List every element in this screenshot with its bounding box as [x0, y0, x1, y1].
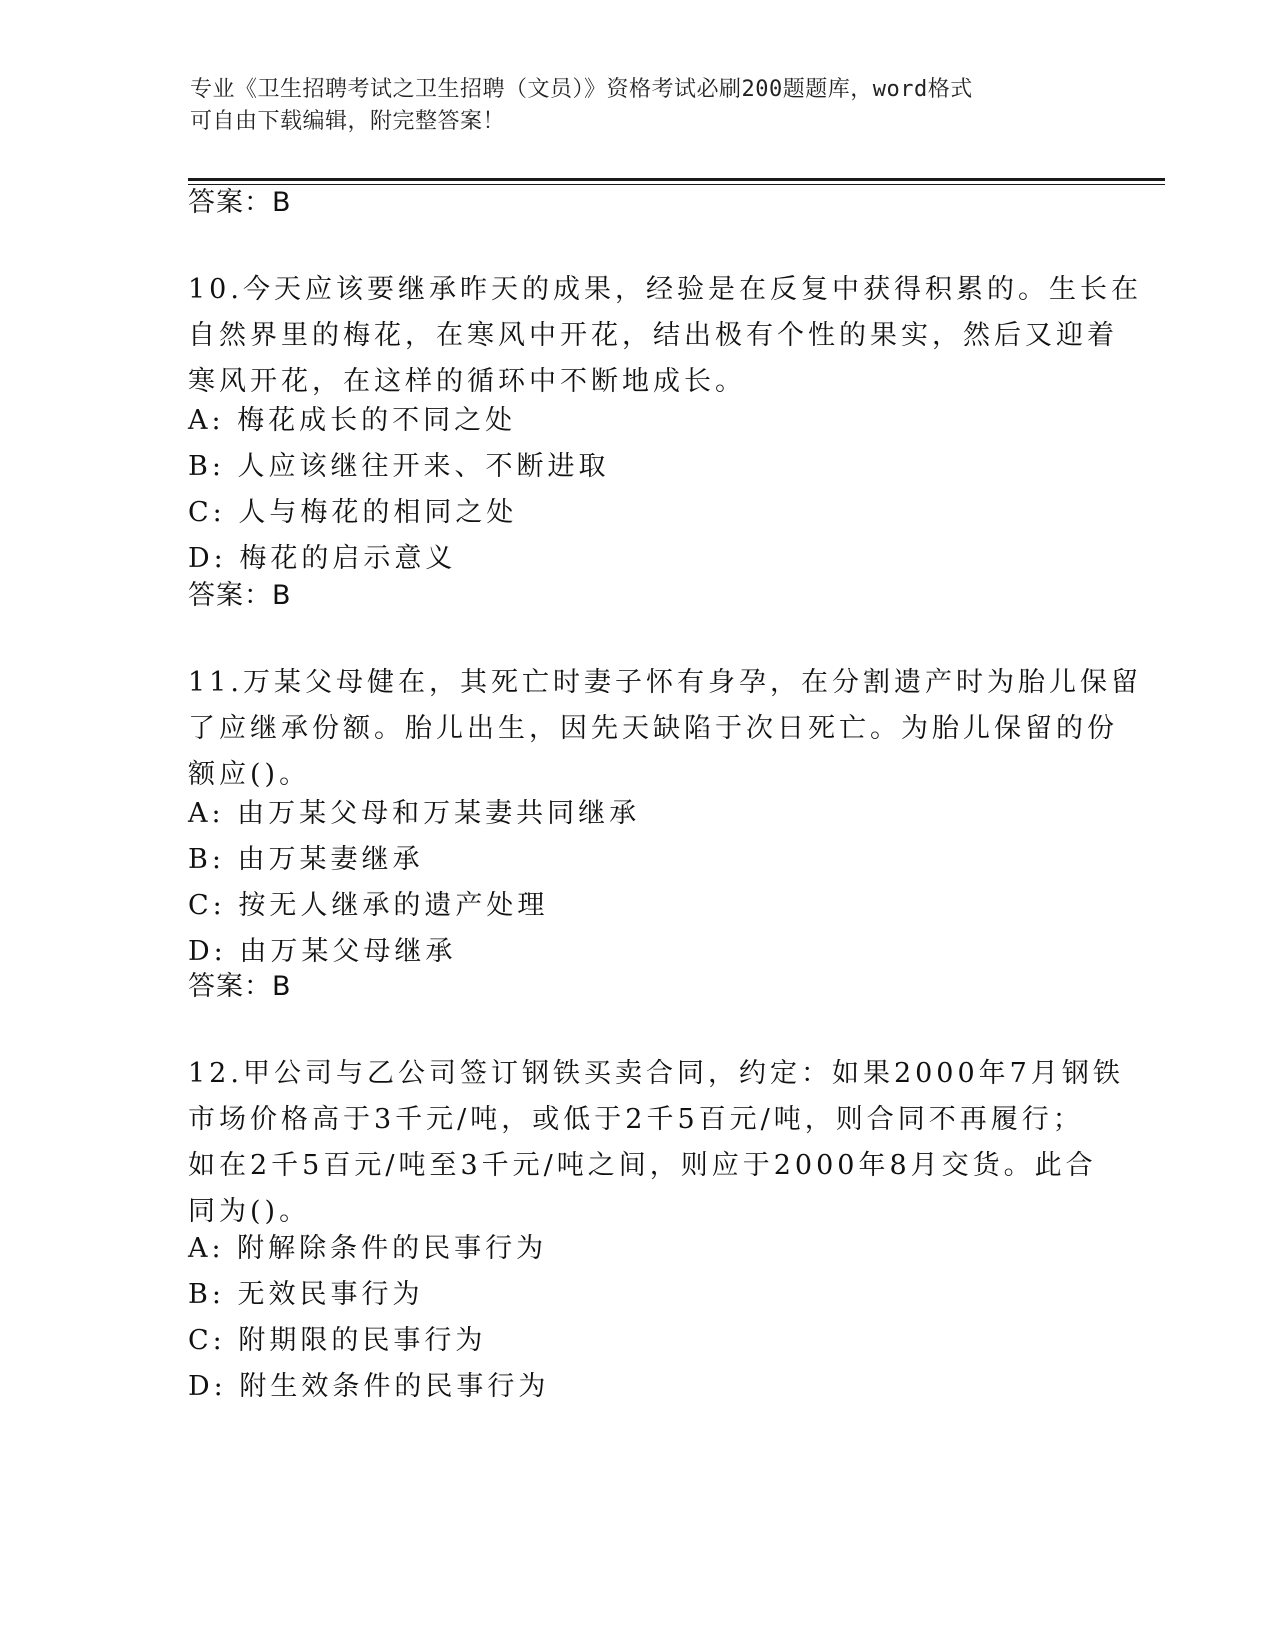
question-stem-line: 11.万某父母健在，其死亡时妻子怀有身孕，在分割遗产时为胎儿保留 [188, 667, 1142, 698]
question-stem-line: 市场价格高于3千元/吨，或低于2千5百元/吨，则合同不再履行； [188, 1104, 1084, 1135]
option-b: B: 由万某妻继承 [188, 844, 424, 875]
header-line-2: 可自由下载编辑，附完整答案！ [190, 109, 506, 134]
question-stem-line: 了应继承份额。胎儿出生，因先天缺陷于次日死亡。为胎儿保留的份 [188, 713, 1118, 744]
option-a: A: 梅花成长的不同之处 [188, 405, 517, 436]
header-line-1: 专业《卫生招聘考试之卫生招聘（文员）》资格考试必刷200题题库，word格式 [190, 77, 973, 102]
question-10-options [188, 398, 1088, 582]
question-stem-line: 10.今天应该要继承昨天的成果，经验是在反复中获得积累的。生长在 [188, 274, 1142, 305]
option-c: C: 人与梅花的相同之处 [188, 497, 518, 528]
option-b: B: 人应该继往开来、不断进取 [188, 451, 610, 482]
question-10-stem [188, 267, 1142, 405]
question-12-stem [188, 1051, 1124, 1235]
question-stem-line: 如在2千5百元/吨至3千元/吨之间，则应于2000年8月交货。此合 [188, 1150, 1097, 1181]
option-d: D: 梅花的启示意义 [188, 543, 457, 574]
page-header [190, 74, 1090, 138]
option-d: D: 由万某父母继承 [188, 936, 457, 967]
question-stem-line: 寒风开花，在这样的循环中不断地成长。 [188, 366, 746, 397]
question-stem-line: 自然界里的梅花，在寒风中开花，结出极有个性的果实，然后又迎着 [188, 320, 1118, 351]
option-b: B: 无效民事行为 [188, 1279, 424, 1310]
option-d: D: 附生效条件的民事行为 [188, 1371, 550, 1402]
option-c: C: 附期限的民事行为 [188, 1325, 487, 1356]
answer-previous: 答案：B [188, 187, 292, 218]
option-a: A: 附解除条件的民事行为 [188, 1233, 548, 1264]
option-a: A: 由万某父母和万某妻共同继承 [188, 798, 641, 829]
question-11-options [188, 791, 1088, 975]
question-stem-line: 同为()。 [188, 1196, 311, 1227]
question-11-answer: 答案：B [188, 971, 292, 1002]
question-10-answer: 答案：B [188, 580, 292, 611]
option-c: C: 按无人继承的遗产处理 [188, 890, 549, 921]
question-stem-line: 12.甲公司与乙公司签订钢铁买卖合同，约定：如果2000年7月钢铁 [188, 1058, 1124, 1089]
question-12-options [188, 1226, 1088, 1410]
question-stem-line: 额应()。 [188, 759, 311, 790]
question-11-stem [188, 660, 1142, 798]
